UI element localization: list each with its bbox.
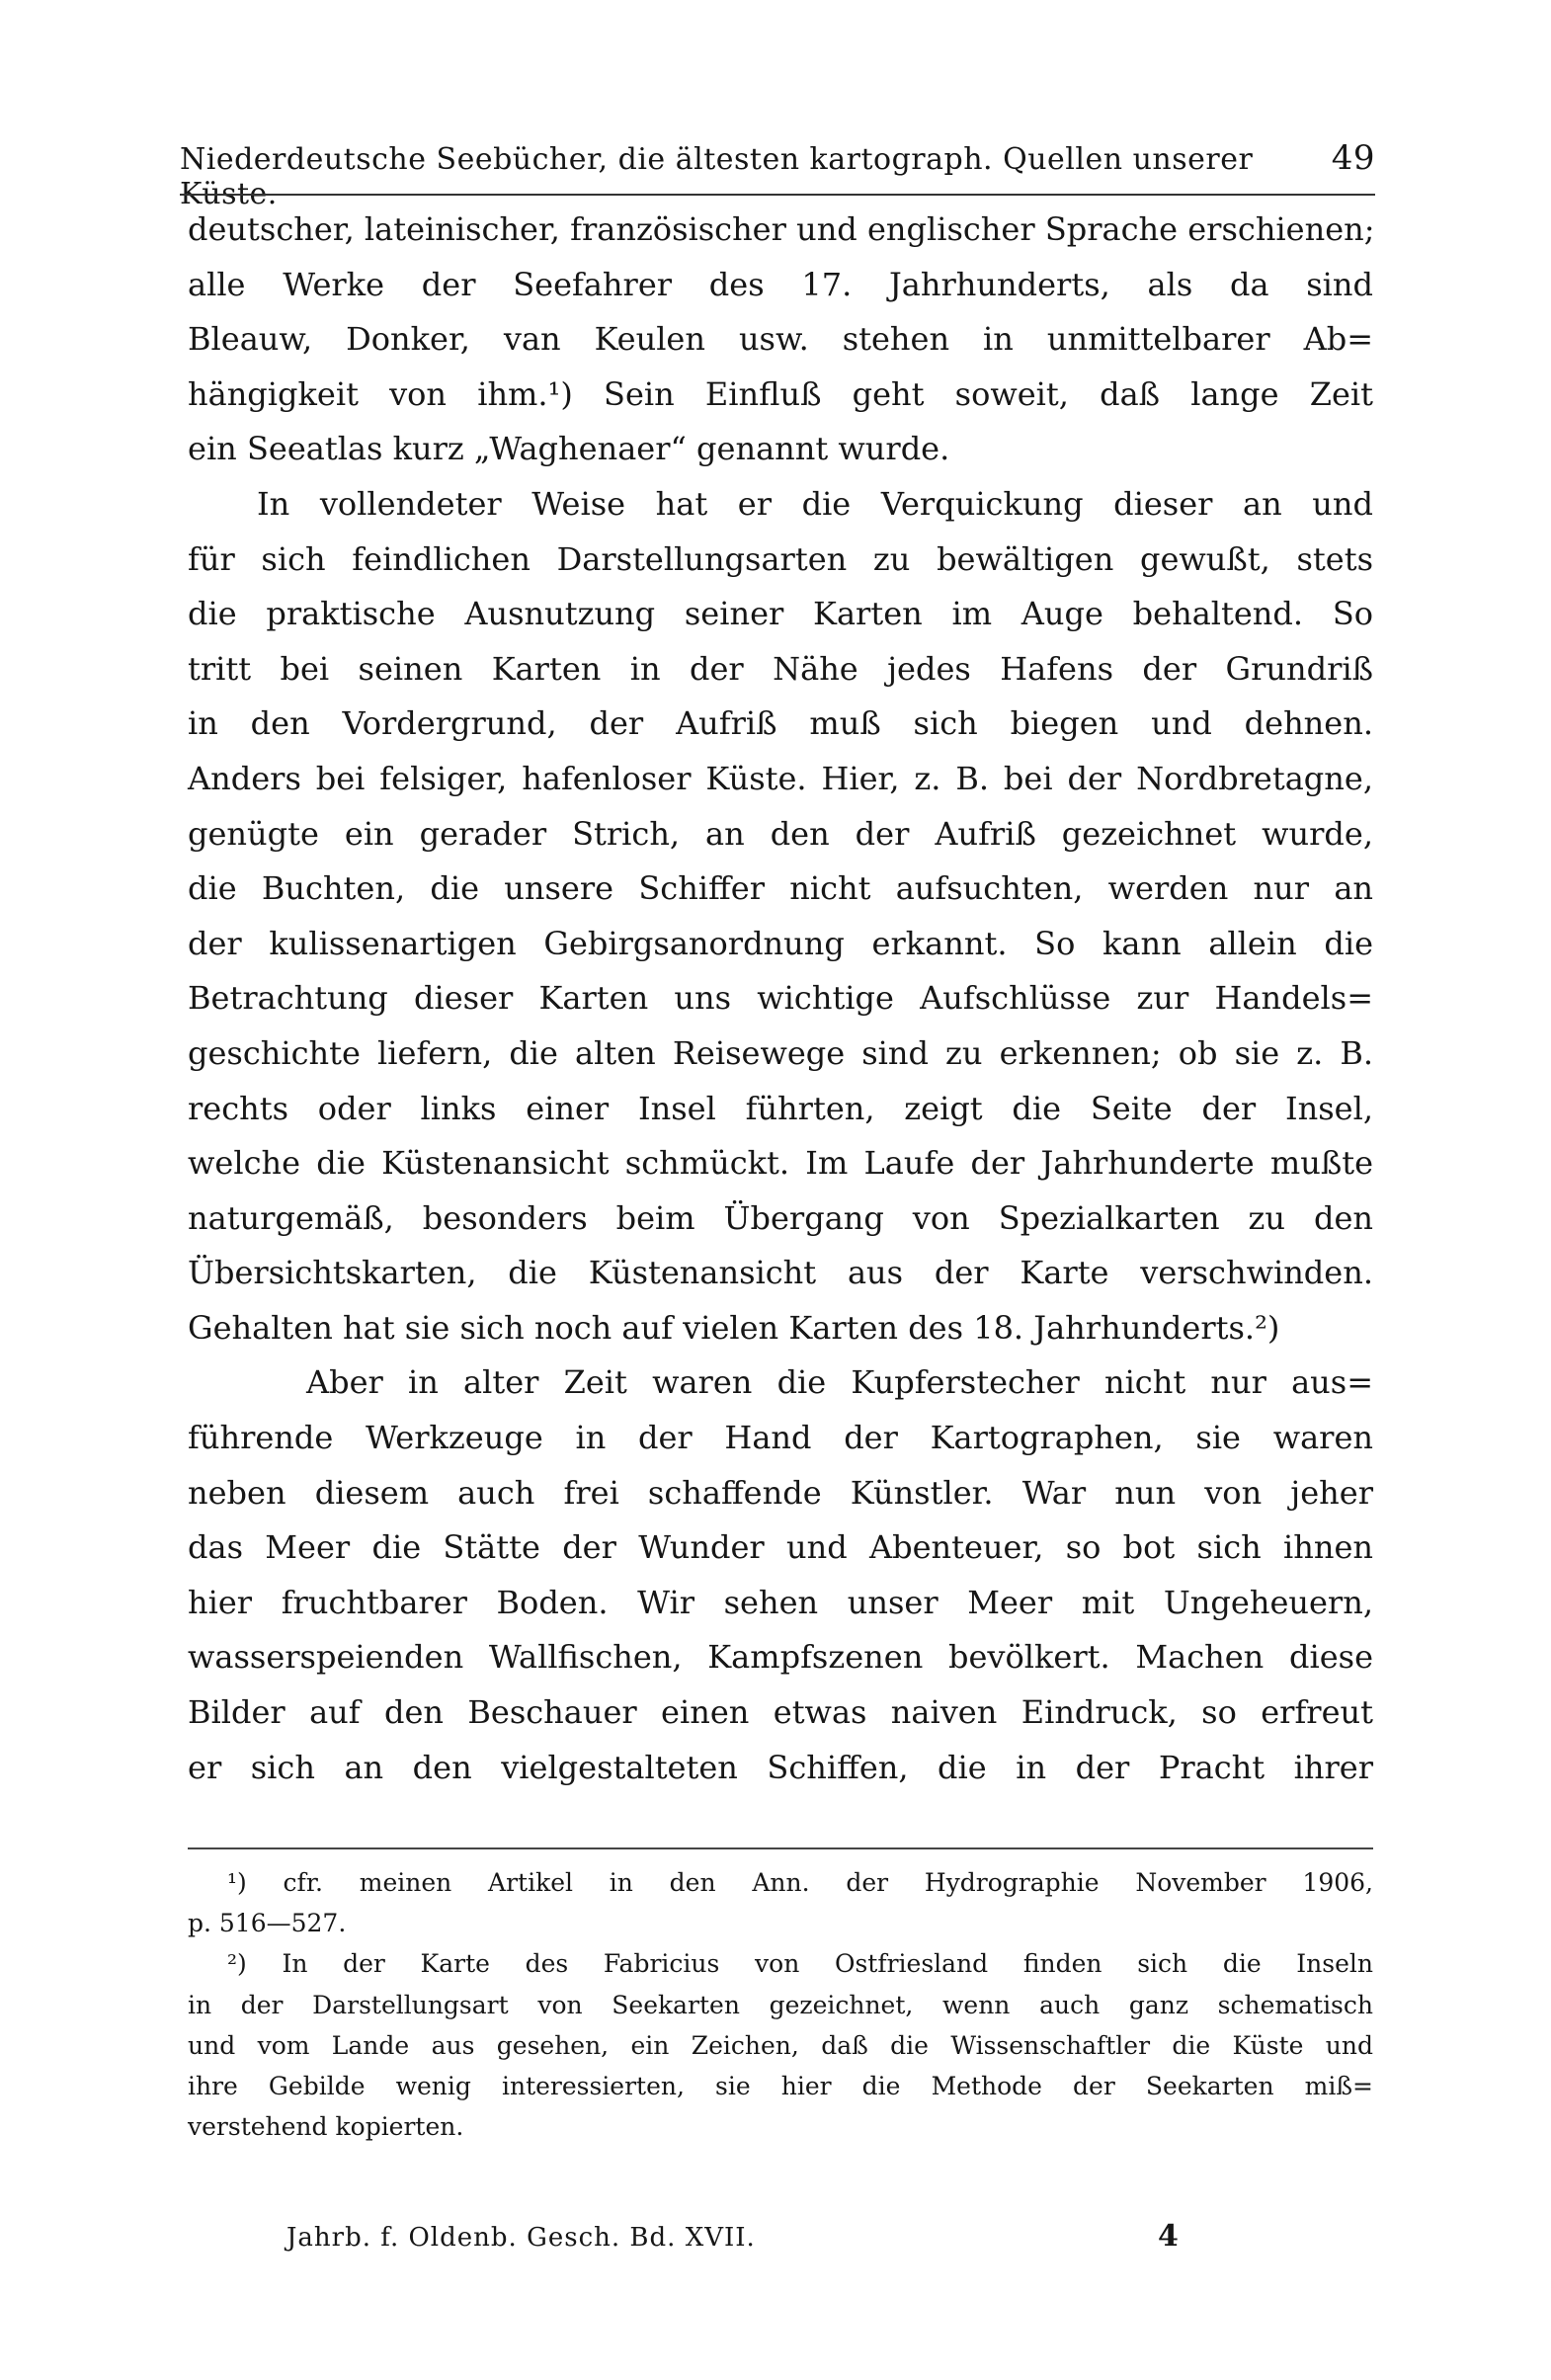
text-line: rechts oder links einer Insel führten, zeigt die Seite der Insel, <box>188 1089 1373 1127</box>
text-line: wasserspeienden Wallfischen, Kampfszenen bevölkert. Machen diese <box>188 1638 1373 1677</box>
text-line: deutscher, lateinischer, französischer und englischer Sprache erschienen; <box>188 210 1375 248</box>
text-line: Gehalten hat sie sich noch auf vielen Karten des 18. Jahrhunderts.²) <box>188 1308 1280 1347</box>
text-line: Betrachtung dieser Karten uns wichtige Aufschlüsse zur Handels= <box>188 979 1373 1018</box>
page-number: 49 <box>1331 138 1375 178</box>
footnote-line: und vom Lande aus gesehen, ein Zeichen, daß die Wissenschaftler die Küste und <box>188 2030 1373 2060</box>
text-line: alle Werke der Seefahrer des 17. Jahrhunderts, als da sind <box>188 265 1373 303</box>
text-line: das Meer die Stätte der Wunder und Abenteuer, so bot sich ihnen <box>188 1528 1373 1567</box>
text-line: führende Werkzeuge in der Hand der Kartographen, sie waren <box>188 1419 1373 1457</box>
footnote-line: ²) In der Karte des Fabricius von Ostfriesland finden sich die Inseln <box>227 1949 1373 1979</box>
text-line: hängigkeit von ihm.¹) Sein Einfluß geht soweit, daß lange Zeit <box>188 374 1373 413</box>
running-title: Niederdeutsche Seebücher, die ältesten kartograph. Quellen unserer Küste. <box>180 142 1254 211</box>
footnote-line: p. 516—527. <box>188 1909 347 1938</box>
text-line: die Buchten, die unsere Schiffer nicht aufsuchten, werden nur an <box>188 869 1373 908</box>
text-line: naturgemäß, besonders beim Übergang von Spezialkarten zu den <box>188 1198 1373 1237</box>
text-line: genügte ein gerader Strich, an den der Aufriß gezeichnet wurde, <box>188 814 1373 853</box>
text-line: geschichte liefern, die alten Reisewege sind zu erkennen; ob sie z. B. <box>188 1033 1373 1072</box>
footnote-rule <box>188 1847 1373 1849</box>
text-line: neben diesem auch frei schaffende Künstler. War nun von jeher <box>188 1473 1373 1512</box>
text-line: in den Vordergrund, der Aufriß muß sich biegen und dehnen. <box>188 704 1373 743</box>
text-line: welche die Küstenansicht schmückt. Im Laufe der Jahrhunderte mußte <box>188 1144 1373 1183</box>
footnote-line: ihre Gebilde wenig interessierten, sie hier die Methode der Seekarten miß= <box>188 2071 1373 2100</box>
sheet-number: 4 <box>1158 2219 1179 2254</box>
text-line: Bilder auf den Beschauer einen etwas naiven Eindruck, so erfreut <box>188 1693 1373 1732</box>
footnote-line: in der Darstellungsart von Seekarten gezeichnet, wenn auch ganz schematisch <box>188 1990 1373 2019</box>
bogen-signature: Jahrb. f. Oldenb. Gesch. Bd. XVII. <box>286 2223 756 2253</box>
text-line: Bleauw, Donker, van Keulen usw. stehen in unmittelbarer Ab= <box>188 320 1373 359</box>
text-line: für sich feindlichen Darstellungsarten zu bewältigen gewußt, stets <box>188 539 1373 578</box>
text-line: hier fruchtbarer Boden. Wir sehen unser Meer mit Ungeheuern, <box>188 1583 1373 1621</box>
text-line: Aber in alter Zeit waren die Kupferstecher nicht nur aus= <box>306 1363 1373 1402</box>
header-rule <box>180 194 1375 196</box>
running-head <box>180 138 1375 211</box>
footnotes <box>188 1862 1373 2147</box>
footnote-line: verstehend kopierten. <box>188 2112 464 2142</box>
text-line: ein Seeatlas kurz „Waghenaer“ genannt wurde. <box>188 430 950 468</box>
text-line: Übersichtskarten, die Küstenansicht aus der Karte verschwinden. <box>188 1254 1373 1292</box>
text-line: In vollendeter Weise hat er die Verquickung dieser an und <box>257 484 1373 523</box>
text-line: Anders bei felsiger, hafenloser Küste. Hier, z. B. bei der Nordbretagne, <box>188 759 1373 797</box>
footnote-line: ¹) cfr. meinen Artikel in den Ann. der Hydrographie November 1906, <box>227 1868 1373 1897</box>
text-line: die praktische Ausnutzung seiner Karten im Auge behaltend. So <box>188 595 1373 633</box>
text-line: der kulissenartigen Gebirgsanordnung erkannt. So kann allein die <box>188 924 1373 962</box>
text-line: er sich an den vielgestalteten Schiffen, die in der Pracht ihrer <box>188 1748 1373 1786</box>
body-text <box>188 203 1373 1795</box>
text-line: tritt bei seinen Karten in der Nähe jedes Hafens der Grundriß <box>188 649 1373 688</box>
